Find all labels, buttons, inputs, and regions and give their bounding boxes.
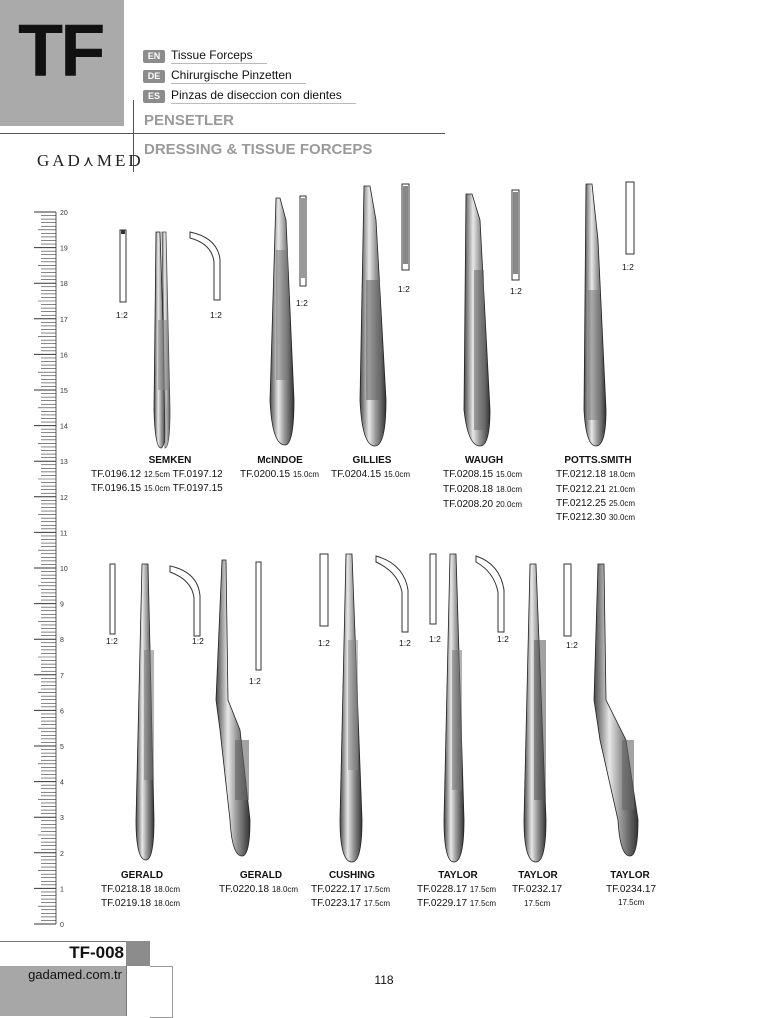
product-code: TF.0222.17 17.5cm: [311, 884, 391, 895]
footer-tab: [126, 966, 152, 1016]
footer-accent: [126, 941, 150, 966]
page-code: TF-008: [69, 943, 124, 962]
taylor-2-scale: 1:2: [566, 640, 578, 650]
lang-text-es: Pinzas de diseccion con dientes: [171, 88, 356, 104]
gerald-scale-right: 1:2: [192, 636, 204, 646]
product-code: TF.0212.30 30.0cm: [556, 512, 636, 523]
taylor-scale-left: 1:2: [429, 634, 441, 644]
ruler-label: 8: [60, 637, 64, 645]
product-name-taylor-3: TAYLOR: [610, 870, 650, 881]
cushing-scale-left: 1:2: [318, 638, 330, 648]
cushing-forceps: [320, 554, 408, 862]
product-code: TF.0218.18 18.0cm: [101, 884, 181, 895]
lang-tag-de: DE: [143, 70, 165, 83]
product-name-mcindoe: McINDOE: [257, 455, 303, 466]
product-code: TF.0200.15 15.0cm: [240, 469, 320, 480]
gillies-forceps: [360, 184, 409, 446]
ruler-label: 20: [60, 210, 68, 217]
product-size: 17.5cm: [618, 898, 645, 907]
taylor-forceps: [430, 554, 504, 862]
product-code: TF.0220.18 18.0cm: [219, 884, 299, 895]
ruler-label: 4: [60, 779, 64, 787]
lang-row-en: [143, 48, 267, 64]
semken-straight-tip-detail: [120, 230, 126, 302]
product-name-cushing: CUSHING: [328, 870, 376, 881]
semken-curved-tip-detail: [190, 232, 220, 300]
ruler-label: 0: [60, 922, 64, 928]
ruler-label: 12: [60, 494, 68, 502]
product-code: TF.0212.21 21.0cm: [556, 484, 636, 495]
product-code: TF.0212.18 18.0cm: [556, 469, 636, 480]
header-divider-left: [0, 133, 133, 134]
header-divider-horizontal: [133, 133, 445, 134]
gerald-curved-tip-detail: [170, 566, 200, 636]
lang-tag-es: ES: [143, 90, 165, 103]
lang-row-de: [143, 68, 306, 84]
gerald-bayonet-scale: 1:2: [249, 676, 261, 686]
product-name-gillies: GILLIES: [352, 455, 392, 466]
ruler-label: 3: [60, 815, 64, 823]
lang-text-de: Chirurgische Pinzetten: [171, 68, 306, 84]
catalog-code: TF: [18, 9, 103, 92]
gerald-straight-tip-detail: [110, 564, 115, 634]
product-name-potts-smith: POTTS.SMITH: [564, 455, 632, 466]
catalog-code-box: [0, 0, 124, 126]
waugh-scale: 1:2: [510, 286, 522, 296]
mcindoe-scale: 1:2: [296, 298, 308, 308]
product-code: TF.0204.15 15.0cm: [331, 469, 411, 480]
potts-smith-scale: 1:2: [622, 262, 634, 272]
ruler-label: 18: [60, 281, 68, 289]
ruler-label: 14: [60, 423, 68, 431]
lang-tag-en: EN: [143, 50, 165, 63]
category-title: PENSETLER: [144, 112, 235, 129]
ruler-label: 17: [60, 316, 68, 324]
ruler-label: 7: [60, 672, 64, 680]
product-code: TF.0219.18 18.0cm: [101, 898, 181, 909]
page-number: 118: [374, 973, 394, 987]
mcindoe-forceps: [270, 196, 306, 445]
product-code: TF.0208.15 15.0cm: [443, 469, 523, 480]
product-code: TF.0208.20 20.0cm: [443, 499, 523, 510]
ruler-label: 13: [60, 459, 68, 467]
brand-logo: GAD⋏MED: [37, 151, 144, 170]
ruler-label: 6: [60, 708, 64, 716]
cushing-scale-right: 1:2: [399, 638, 411, 648]
instrument-illustrations-bottom: [90, 550, 690, 870]
waugh-forceps: [464, 190, 519, 446]
gerald-forceps: [136, 564, 154, 860]
product-name-semken: SEMKEN: [148, 455, 192, 466]
ruler-label: 9: [60, 601, 64, 609]
taylor-scale-right: 1:2: [497, 634, 509, 644]
gerald-bayonet-forceps: [216, 560, 261, 856]
semken-scale-left: 1:2: [116, 310, 128, 320]
product-code: TF.0234.17: [606, 884, 657, 895]
product-size: 17.5cm: [524, 899, 551, 908]
gillies-scale: 1:2: [398, 284, 410, 294]
product-name-waugh: WAUGH: [464, 455, 504, 466]
semken-scale-right: 1:2: [210, 310, 222, 320]
ruler-label: 10: [60, 566, 68, 573]
product-code: TF.0212.25 25.0cm: [556, 498, 636, 509]
product-name-gerald: GERALD: [120, 870, 164, 881]
instrument-illustrations-top: [80, 180, 740, 450]
taylor-forceps-2: [524, 564, 571, 862]
product-name-gerald-bayonet: GERALD: [239, 870, 283, 881]
ruler-scale: [30, 208, 70, 928]
footer-url[interactable]: gadamed.com.tr: [28, 967, 122, 982]
product-name-taylor: TAYLOR: [438, 870, 478, 881]
ruler-label: 15: [60, 388, 68, 395]
lang-text-en: Tissue Forceps: [171, 48, 267, 64]
ruler-label: 1: [60, 886, 64, 894]
product-code: TF.0229.17 17.5cm: [417, 898, 497, 909]
ruler-label: 5: [60, 744, 64, 751]
taylor-bayonet-forceps: [594, 564, 638, 856]
ruler-label: 11: [60, 530, 68, 538]
gerald-scale-left: 1:2: [106, 636, 118, 646]
product-code: TF.0223.17 17.5cm: [311, 898, 391, 909]
ruler-label: 16: [60, 352, 68, 360]
footer-tab-2: [150, 966, 173, 1018]
lang-row-es: [143, 88, 356, 104]
potts-smith-forceps: [584, 182, 634, 446]
product-code: TF.0228.17 17.5cm: [417, 884, 497, 895]
product-name-taylor-2: TAYLOR: [518, 870, 558, 881]
semken-forceps: [154, 232, 170, 448]
product-code: TF.0196.12 12.5cm TF.0197.12: [91, 469, 223, 480]
product-code: TF.0208.18 18.0cm: [443, 484, 523, 495]
category-subtitle: DRESSING & TISSUE FORCEPS: [144, 141, 373, 158]
ruler-label: 19: [60, 245, 68, 253]
ruler-label: 2: [60, 850, 64, 858]
product-code: TF.0196.15 15.0cm TF.0197.15: [91, 483, 223, 494]
product-code: TF.0232.17: [512, 884, 563, 895]
